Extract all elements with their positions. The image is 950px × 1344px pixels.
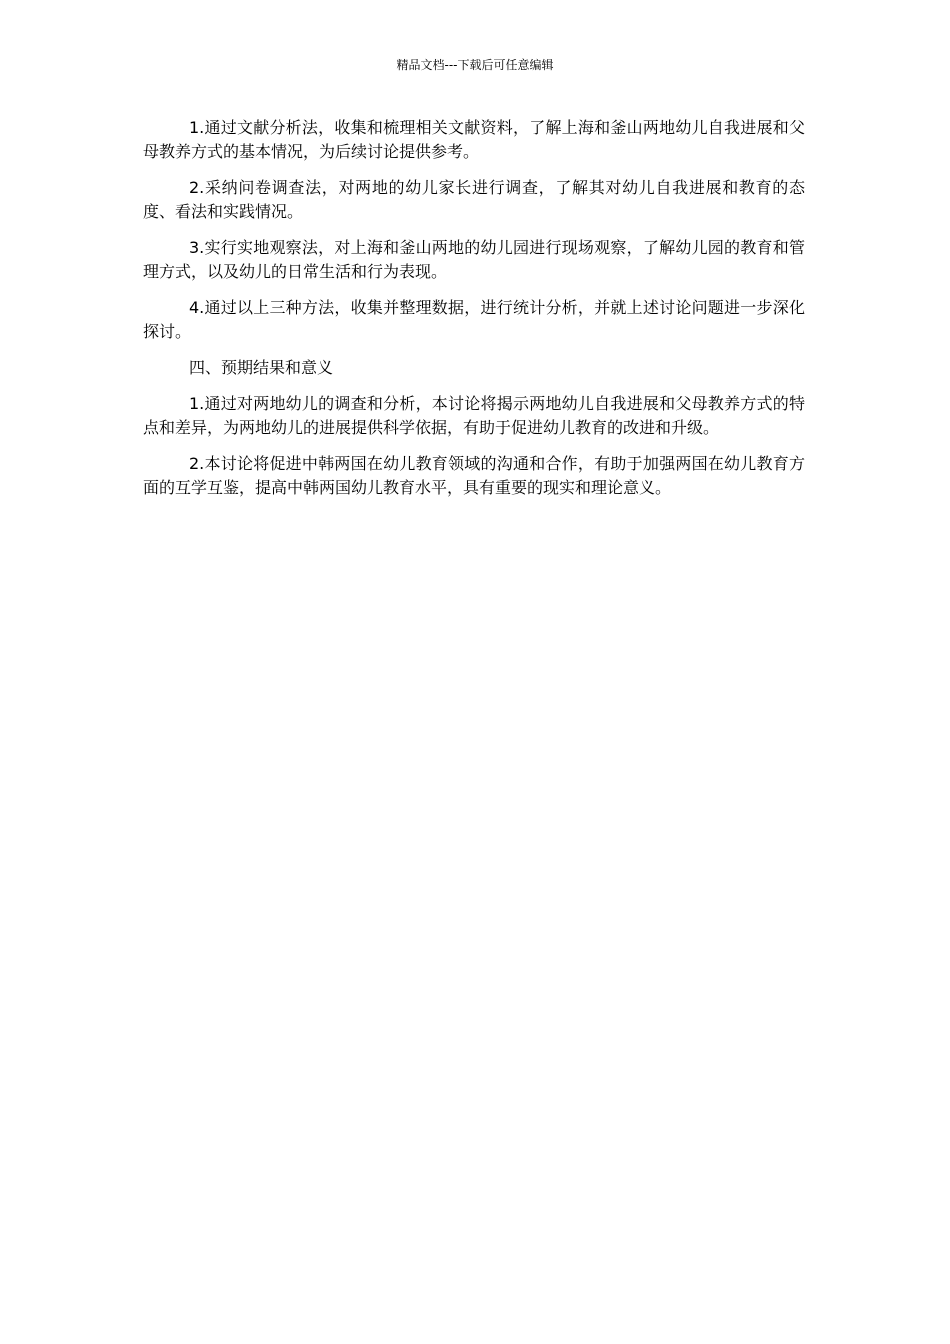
method-paragraph-2: 2.采纳问卷调查法，对两地的幼儿家长进行调查，了解其对幼儿自我进展和教育的态度、看法和实践情况。	[143, 178, 805, 221]
method-paragraph-3: 3.实行实地观察法，对上海和釜山两地的幼儿园进行现场观察，了解幼儿园的教育和管理方式，以及幼儿的日常生活和行为表现。	[143, 238, 805, 281]
section-heading: 四、预期结果和意义	[189, 358, 334, 377]
method-paragraph-4: 4.通过以上三种方法，收集并整理数据，进行统计分析，并就上述讨论问题进一步深化探讨。	[143, 298, 805, 341]
page-header: 精品文档---下载后可任意编辑	[396, 58, 554, 72]
document-body	[143, 116, 805, 512]
method-paragraph-1: 1.通过文献分析法，收集和梳理相关文献资料，了解上海和釜山两地幼儿自我进展和父母教养方式的基本情况，为后续讨论提供参考。	[143, 118, 805, 161]
result-paragraph-1: 1.通过对两地幼儿的调查和分析，本讨论将揭示两地幼儿自我进展和父母教养方式的特点和差异，为两地幼儿的进展提供科学依据，有助于促进幼儿教育的改进和升级。	[143, 394, 805, 437]
result-paragraph-2: 2.本讨论将促进中韩两国在幼儿教育领域的沟通和合作，有助于加强两国在幼儿教育方面的互学互鉴，提高中韩两国幼儿教育水平，具有重要的现实和理论意义。	[143, 454, 805, 497]
